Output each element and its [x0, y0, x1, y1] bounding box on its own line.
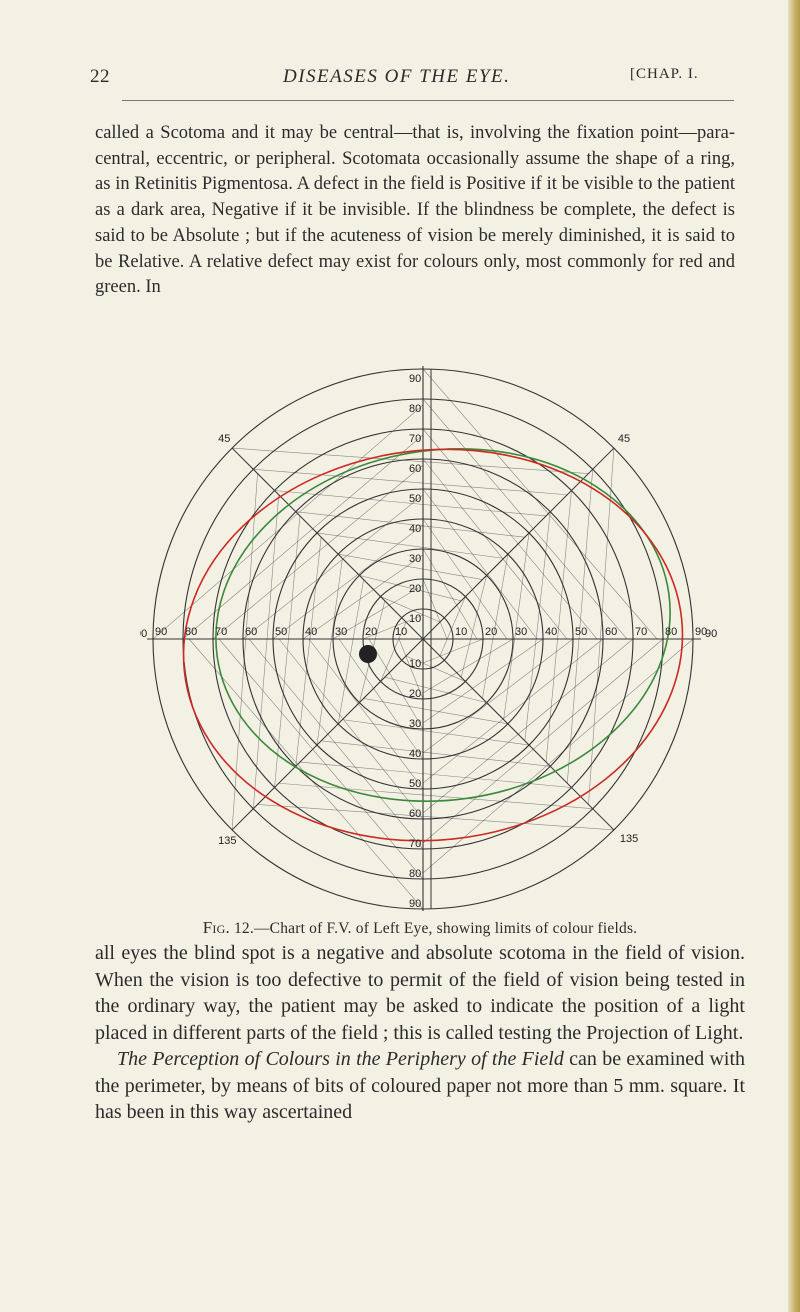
blind-spot-marker	[359, 645, 377, 663]
degree-label-top-70: 70	[409, 433, 422, 445]
figure-caption-text: 12.—Chart of F.V. of Left Eye, showing limits of colour fields.	[233, 920, 638, 937]
chart-web-line	[253, 495, 278, 809]
chapter-reference: [CHAP. I.	[630, 66, 699, 82]
chart-web-line	[342, 720, 529, 745]
body-text-top	[95, 121, 735, 301]
chart-web-line	[423, 399, 627, 639]
degree-label-bottom-30: 30	[409, 718, 422, 730]
degree-label-right-60: 60	[605, 626, 618, 638]
visual-field-chart	[140, 366, 720, 911]
degree-label-right-30: 30	[515, 626, 528, 638]
chart-web-line	[423, 429, 597, 639]
degree-label-top-90: 90	[409, 373, 422, 385]
degree-label-top-10: 10	[409, 613, 422, 625]
chart-web-line	[423, 639, 573, 753]
header-rule	[122, 100, 734, 101]
degree-label-right-80: 80	[665, 626, 678, 638]
meridian-label-upper-right: 45	[617, 433, 631, 446]
degree-label-right-70: 70	[635, 626, 648, 638]
degree-label-left-70: 70	[215, 626, 228, 638]
degree-label-left-80: 80	[185, 626, 198, 638]
degree-label-top-20: 20	[409, 583, 422, 595]
page-number: 22	[90, 66, 110, 87]
page-edge	[788, 0, 800, 1312]
degree-label-top-60: 60	[409, 463, 422, 475]
meridian-label-right: 90	[705, 628, 718, 640]
degree-label-left-60: 60	[245, 626, 258, 638]
figure-caption	[100, 918, 740, 938]
chart-web-line	[423, 489, 537, 639]
degree-label-left-50: 50	[275, 626, 288, 638]
chart-web-line	[385, 677, 487, 702]
degree-label-left-20: 20	[365, 626, 378, 638]
degree-label-bottom-70: 70	[409, 838, 422, 850]
degree-label-left-90: 90	[155, 626, 168, 638]
perimeter-chart-svg	[140, 366, 720, 911]
degree-label-right-40: 40	[545, 626, 558, 638]
paragraph-top: called a Scotoma and it may be central—that is, involving the fixation point—para-central, eccentric, or peripheral. Scotomata occasionally assume the shape of a ring, as in Retinitis Pigmentosa. A defect in the field is Positive if it be visible to the patient as a dark area, Negative if it be invisible. If the blindness be complete, the defect is said to be Absolute ; but if the acuteness of vision be merely diminished, it is said to be Relative. A relative defect may exist for colours only, most commonly for red and green. In	[95, 123, 735, 298]
chart-web-line	[423, 459, 567, 639]
chart-web-line	[296, 537, 321, 766]
degree-label-bottom-50: 50	[409, 778, 422, 790]
chart-web-line	[279, 783, 593, 808]
meridian-label-lower-left: 135	[218, 834, 237, 847]
chart-web-line	[423, 639, 663, 843]
degree-label-left-30: 30	[335, 626, 348, 638]
degree-label-bottom-20: 20	[409, 688, 422, 700]
degree-label-bottom-10: 10	[409, 658, 422, 670]
chart-web-line	[423, 519, 507, 639]
chart-web-line	[273, 525, 423, 639]
degree-label-bottom-60: 60	[409, 808, 422, 820]
paragraph-bottom-1: all eyes the blind spot is a negative and absolute scotoma in the field of vision. When the vision is too defective to permit of the field of vision being tested in the ordinary way, the patient may be asked to indicate the position of a light placed in different parts of the field ; this is called testing the Projection of Light.	[95, 942, 745, 1044]
meridian-label-left: 0	[141, 628, 148, 640]
running-header	[90, 66, 740, 96]
meridian-label-lower-right: 135	[619, 832, 639, 845]
chart-web-line	[423, 639, 543, 723]
degree-label-right-20: 20	[485, 626, 498, 638]
paragraph-bottom-2	[95, 1046, 745, 1126]
paragraph-bottom-2-italic: The Perception of Colours in the Periphery of the Field	[117, 1048, 564, 1070]
chart-web-line	[423, 639, 603, 783]
chart-web-line	[275, 516, 300, 788]
degree-label-left-10: 10	[395, 626, 408, 638]
chart-web-line	[317, 558, 342, 745]
chart-web-line	[300, 762, 572, 787]
degree-label-right-10: 10	[455, 626, 468, 638]
degree-label-top-40: 40	[409, 523, 422, 535]
meridian-label-upper-left: 45	[218, 433, 231, 446]
degree-label-right-90: 90	[695, 626, 708, 638]
degree-label-right-50: 50	[575, 626, 588, 638]
chart-web-line	[219, 639, 423, 879]
chart-web-line	[279, 639, 423, 819]
degree-label-bottom-40: 40	[409, 748, 422, 760]
chart-web-line	[321, 741, 550, 766]
chart-web-line	[249, 639, 423, 849]
running-title: DISEASES OF THE EYE.	[283, 66, 511, 87]
figure-label: Fig.	[202, 918, 230, 937]
degree-label-top-80: 80	[409, 403, 422, 415]
degree-label-bottom-90: 90	[409, 898, 422, 910]
paragraph-bottom-2-text: can be examined with the perimeter, by means of bits of coloured paper not more than 5 mm. square. It has been in this way ascertained	[95, 1048, 745, 1123]
body-text-bottom	[95, 940, 745, 1126]
degree-label-top-30: 30	[409, 553, 422, 565]
degree-label-left-40: 40	[305, 626, 318, 638]
degree-label-bottom-80: 80	[409, 868, 422, 880]
chart-web-line	[423, 639, 633, 813]
chart-web-line	[243, 495, 423, 639]
degree-label-top-50: 50	[409, 493, 422, 505]
